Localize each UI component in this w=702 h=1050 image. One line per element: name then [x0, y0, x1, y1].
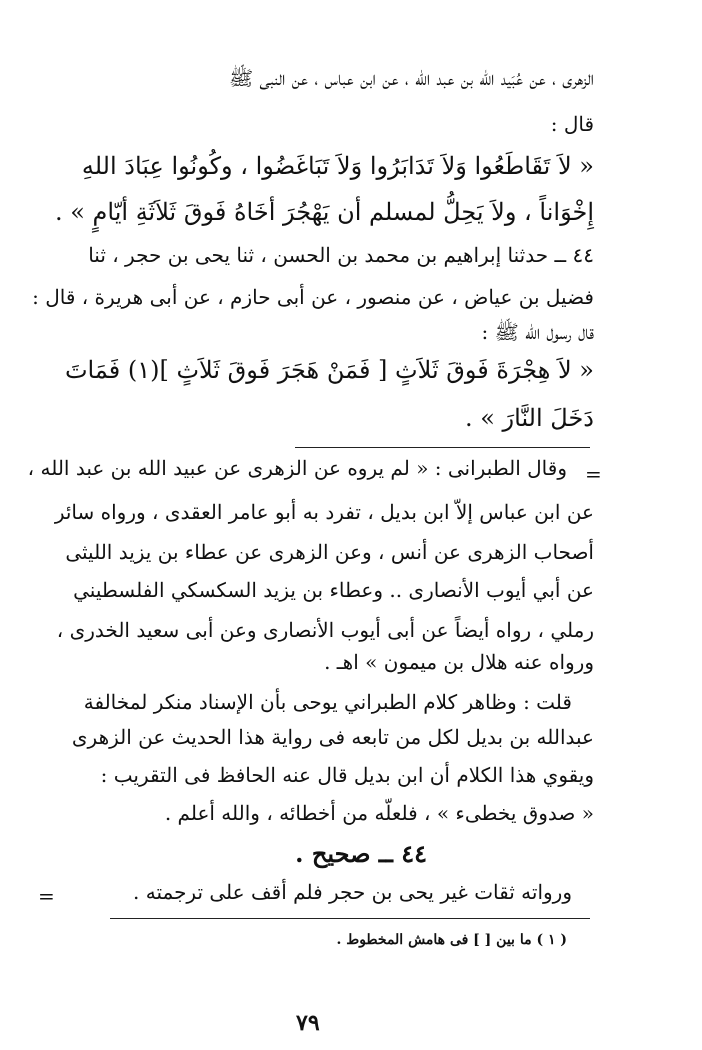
hadith-line: إِخْوَاناً ، ولاَ يَحِلُّ لمسلم أن يَهْجُرَ أخَاهُ فَوقَ ثَلاَثَةِ أيّامٍ » . [54, 198, 594, 226]
commentary-line: ويقوي هذا الكلام أن ابن بديل قال عنه الحافظ فى التقريب : [100, 763, 594, 787]
commentary-line: عبدالله بن بديل لكل من تابعه فى رواية هذا الحديث عن الزهرى [71, 725, 594, 749]
separator-rule [295, 447, 590, 448]
text-line: فضيل بن عياض ، عن منصور ، عن أبى حازم ، عن أبى هريرة ، قال : [32, 285, 594, 309]
commentary-line: رملي ، رواه أيضاً عن أبى أيوب الأنصارى وعن أبى سعيد الخدرى ، [56, 618, 594, 642]
footnote-rule [110, 918, 590, 919]
hadith-line: دَخَلَ النَّارَ » . [464, 404, 594, 432]
commentary-line: ورواته ثقات غير يحى بن حجر فلم أقف على ترجمته . [133, 880, 572, 904]
commentary-line: « صدوق يخطىء » ، فلعلّه من أخطائه ، والله أعلم . [164, 801, 594, 825]
continuation-mark: = [38, 884, 55, 908]
continuation-mark: = [585, 462, 602, 486]
commentary-line: وقال الطبرانى : « لم يروه عن الزهرى عن عبيد الله بن عبد الله ، [27, 456, 567, 480]
text-line: ٤٤ ــ حدثنا إبراهيم بن محمد بن الحسن ، ثنا يحى بن حجر ، ثنا [88, 243, 594, 267]
commentary-line: عن أبي أيوب الأنصارى .. وعطاء بن يزيد السكسكي الفلسطيني [73, 578, 594, 602]
commentary-line: قلت : وظاهر كلام الطبراني يوحى بأن الإسناد منكر لمخالفة [83, 690, 572, 714]
section-heading: ٤٤ ــ صحيح . [295, 839, 427, 868]
commentary-line: عن ابن عباس إلاّ ابن بديل ، تفرد به أبو عامر العقدى ، ورواه سائر [54, 500, 594, 524]
hadith-line: « لاَ هِجْرَةَ فَوقَ ثَلاَثٍ [ فَمَنْ هَجَرَ فَوقَ ثَلاَثٍ ](١) فَمَاتَ [64, 356, 594, 384]
text-line: قال : [550, 112, 594, 136]
page-number: ٧٩ [296, 1010, 320, 1036]
commentary-line: أصحاب الزهرى عن أنس ، وعن الزهرى عن عطاء بن يزيد الليثى [65, 540, 594, 564]
hadith-line: « لاَ تَقَاطَعُوا وَلاَ تَدَابَرُوا وَلاَ تَبَاغَضُوا ، وكُونُوا عِبَادَ اللهِ [81, 152, 594, 180]
text-line: قال رسول الله ﷺ : [481, 320, 594, 344]
footnote: ( ١ ) ما بين [ ] فى هامش المخطوط . [336, 932, 567, 948]
text-line: الزهرى ، عن عُبَيد الله بن عبد الله ، عن ابن عباس ، عن النبى ﷺ [229, 66, 594, 90]
commentary-line: ورواه عنه هلال بن ميمون » اهـ . [324, 650, 594, 674]
